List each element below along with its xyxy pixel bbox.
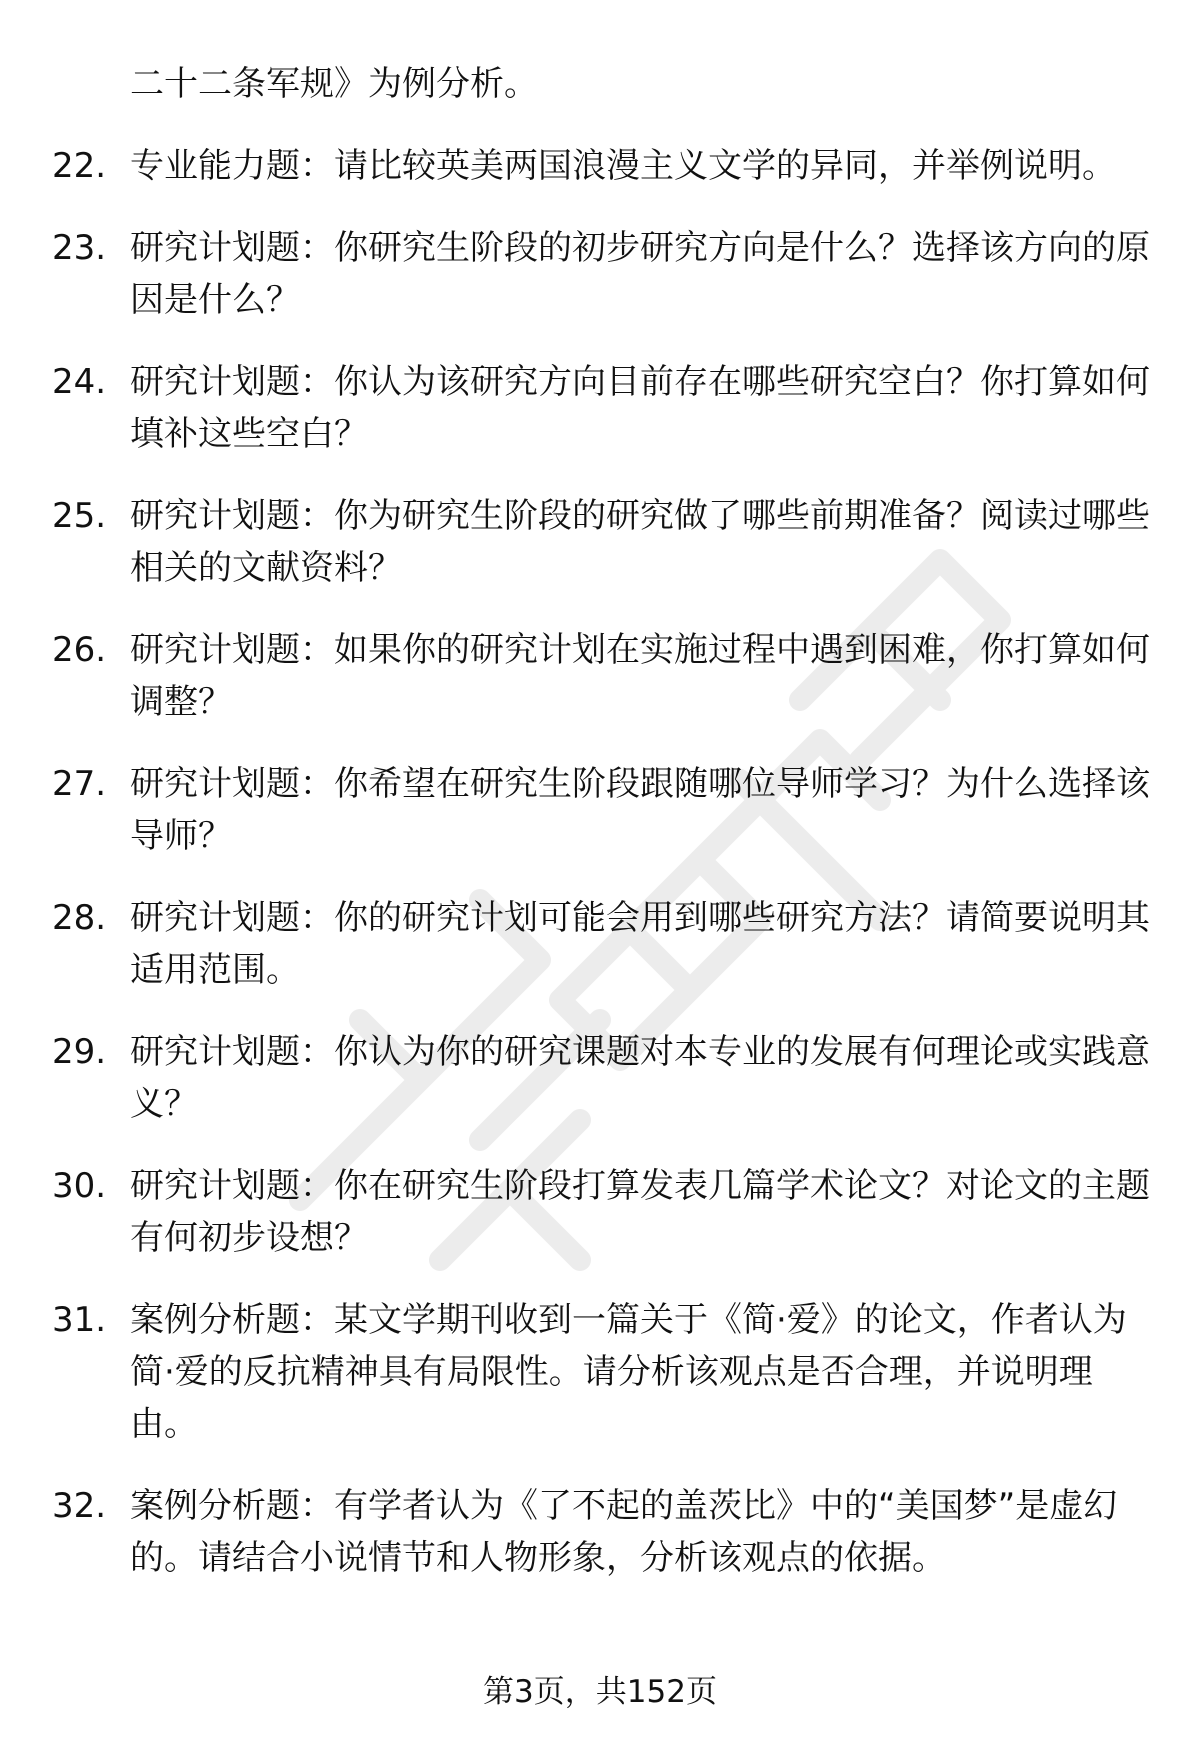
question-item: [52, 624, 1150, 728]
question-number: 26.: [52, 630, 107, 670]
question-text: 研究计划题：如果你的研究计划在实施过程中遇到困难，你打算如何调整？: [130, 630, 1150, 722]
question-item: [52, 140, 1150, 192]
question-text: 专业能力题：请比较英美两国浪漫主义文学的异同，并举例说明。: [130, 146, 1116, 186]
question-text: 研究计划题：你希望在研究生阶段跟随哪位导师学习？为什么选择该导师？: [130, 764, 1150, 856]
question-text: 研究计划题：你在研究生阶段打算发表几篇学术论文？对论文的主题有何初步设想？: [130, 1166, 1150, 1258]
question-text: 案例分析题：某文学期刊收到一篇关于《简·爱》的论文，作者认为简·爱的反抗精神具有局限性。请分析该观点是否合理，并说明理由。: [130, 1300, 1127, 1444]
question-text: 研究计划题：你认为你的研究课题对本专业的发展有何理论或实践意义？: [130, 1032, 1150, 1124]
question-number: 32.: [52, 1486, 107, 1526]
question-number: 28.: [52, 898, 107, 938]
question-item: [52, 356, 1150, 460]
question-text: 研究计划题：你为研究生阶段的研究做了哪些前期准备？阅读过哪些相关的文献资料？: [130, 496, 1150, 588]
question-number: 22.: [52, 146, 107, 186]
question-number: 31.: [52, 1300, 107, 1340]
question-text: 研究计划题：你认为该研究方向目前存在哪些研究空白？你打算如何填补这些空白？: [130, 362, 1150, 454]
question-item: [52, 490, 1150, 594]
page-footer: 第3页，共152页: [483, 1674, 717, 1710]
question-text: 研究计划题：你的研究计划可能会用到哪些研究方法？请简要说明其适用范围。: [130, 898, 1150, 990]
question-list: [52, 140, 1150, 1614]
question-number: 23.: [52, 228, 107, 268]
continuation-text: 二十二条军规》为例分析。: [130, 64, 538, 104]
question-number: 24.: [52, 362, 107, 402]
question-item: [52, 1026, 1150, 1130]
question-item: [52, 1160, 1150, 1264]
question-item: [52, 758, 1150, 862]
question-item: [52, 892, 1150, 996]
question-text: 案例分析题：有学者认为《了不起的盖茨比》中的“美国梦”是虚幻的。请结合小说情节和人物形象，分析该观点的依据。: [130, 1486, 1118, 1578]
question-item: [52, 1294, 1150, 1450]
question-item: [52, 1480, 1150, 1584]
question-number: 27.: [52, 764, 107, 804]
question-number: 29.: [52, 1032, 107, 1072]
question-number: 30.: [52, 1166, 107, 1206]
question-number: 25.: [52, 496, 107, 536]
question-item: [52, 222, 1150, 326]
question-text: 研究计划题：你研究生阶段的初步研究方向是什么？选择该方向的原因是什么？: [130, 228, 1150, 320]
